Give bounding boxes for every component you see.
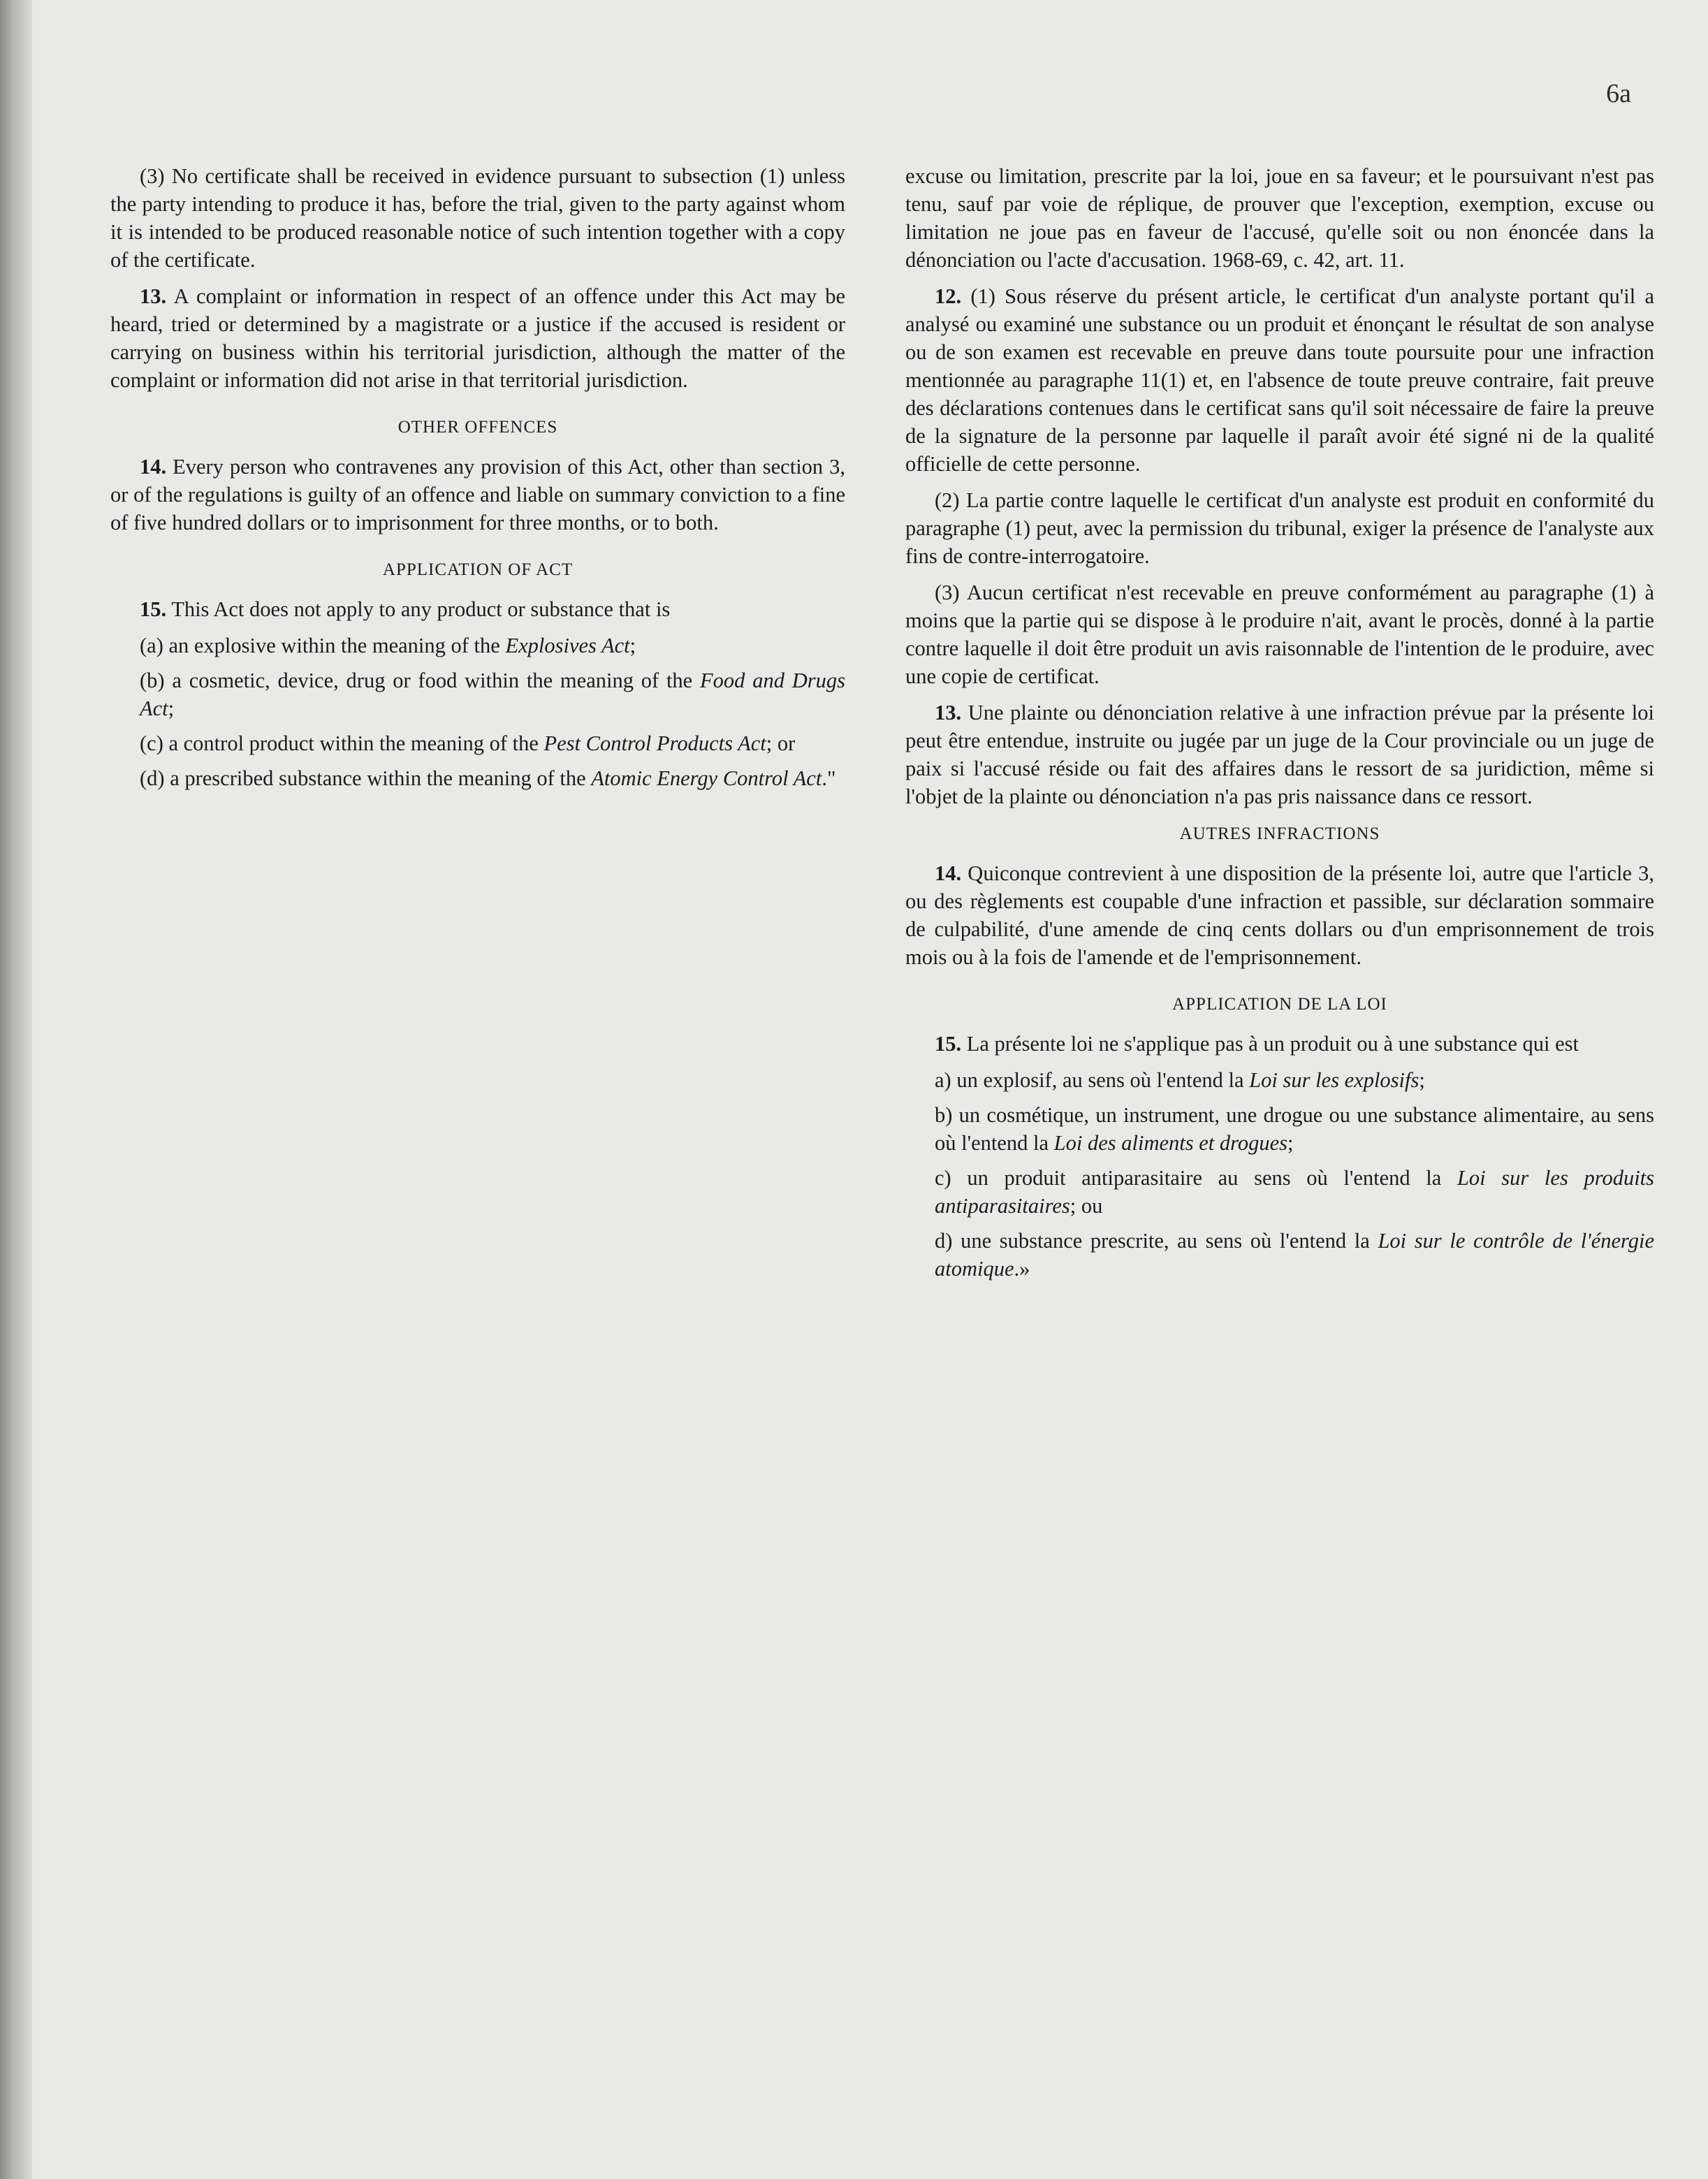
list-item-b	[110, 666, 845, 722]
item-text: an explosive within the meaning of the	[168, 634, 500, 657]
item-text: un produit antiparasitaire au sens où l'entend la	[967, 1166, 1442, 1190]
item-end: ; ou	[1070, 1194, 1103, 1218]
section-text: (1) Sous réserve du présent article, le certificat d'un analyste portant qu'il a analysé ou examiné une substance ou un produit et énonçant le résultat de son analyse ou de son examen est recevable en preuve dans toute poursuite pour une infraction mentionnée au paragraphe 11(1) et, en l'absence de toute preuve contraire, fait preuve des déclarations contenues dans le certificat sans qu'il soit nécessaire de faire la preuve de la signature de la personne par laquelle il paraît avoir été signé ni de la qualité officielle de cette personne.	[905, 284, 1655, 476]
item-end: ;	[168, 697, 175, 720]
list-item-c	[110, 729, 845, 757]
item-text: a prescribed substance within the meaning of the	[170, 766, 586, 790]
article-15-paragraph	[905, 1030, 1654, 1058]
section-13-paragraph	[110, 282, 845, 394]
item-label: (b)	[140, 669, 165, 692]
section-number: 15.	[935, 1032, 962, 1056]
article-12-paragraph	[905, 282, 1654, 478]
section-text: Quiconque contrevient à une disposition de la présente loi, autre que l'article 3, ou des règlements est coupable d'une infraction et passible, sur déclaration sommaire de culpabilité, d'une amende de cinq cents dollars ou d'un emprisonnement de trois mois ou à la fois de l'amende et de l'emprisonnement.	[905, 861, 1654, 969]
section-text: Every person who contravenes any provision of this Act, other than section 3, or of the regulations is guilty of an offence and liable on summary conviction to a fine of five hundred dollars or to imprisonment for three months, or to both.	[110, 455, 845, 534]
section-14-paragraph	[110, 453, 845, 537]
list-item-c	[905, 1164, 1654, 1220]
item-label: (a)	[140, 634, 163, 657]
section-text: Une plainte ou dénonciation relative à une infraction prévue par la présente loi peut être entendue, instruite ou jugée par un juge de la Cour provinciale ou un juge de paix si l'accusé réside ou fait des affaires dans le ressort de sa juridiction, même si l'objet de la plainte ou dénonciation n'a pas pris naissance dans ce ressort.	[905, 701, 1654, 808]
act-name: Food and Drugs Act	[140, 669, 845, 720]
show-through-text	[740, 84, 747, 117]
article-12-2-paragraph: (2) La partie contre laquelle le certificat d'un analyste est produit en conformité du paragraphe (1) peut, avec la permission du tribunal, exiger la présence de l'analyste aux fins de contre-interrogatoire.	[905, 488, 1654, 568]
item-end: ."	[822, 766, 836, 790]
article-14-paragraph	[905, 859, 1654, 971]
item-end: ;	[629, 634, 636, 657]
heading-application-de-la-loi: APPLICATION DE LA LOI	[1172, 995, 1387, 1014]
section-15-paragraph	[110, 595, 845, 623]
list-item-d	[905, 1227, 1654, 1283]
section-number: 12.	[935, 284, 962, 308]
act-name: Loi sur les explosifs	[1249, 1068, 1419, 1092]
item-label: a)	[935, 1068, 951, 1092]
section-text: This Act does not apply to any product or substance that is	[171, 597, 671, 621]
item-end: ;	[1287, 1131, 1294, 1155]
item-text: un cosmétique, un instrument, une drogue ou une substance alimentaire, au sens où l'entend la	[935, 1103, 1654, 1155]
english-column	[110, 162, 845, 799]
heading-autres-infractions: AUTRES INFRACTIONS	[1179, 824, 1380, 843]
item-label: c)	[935, 1166, 951, 1190]
continued-paragraph: excuse ou limitation, prescrite par la loi, joue en sa faveur; et le poursuivant n'est pas tenu, sauf par voie de réplique, de prouver que l'exception, exemption, excuse ou limitation ne joue pas en faveur de l'accusé, qu'elle soit ou non énoncée dans la dénonciation ou l'acte d'accusation. 1968-69, c. 42, art. 11.	[905, 164, 1654, 272]
list-item-d	[110, 764, 845, 792]
section-number: 14.	[140, 455, 167, 479]
act-name: Loi sur le contrôle de l'énergie atomique	[935, 1229, 1655, 1281]
item-text: a control product within the meaning of the	[168, 731, 539, 755]
page-binding-edge	[0, 0, 32, 2179]
item-text: a cosmetic, device, drug or food within the meaning of the	[172, 669, 693, 692]
section-number: 14.	[935, 861, 962, 885]
act-name: Loi des aliments et drogues	[1053, 1131, 1288, 1155]
section-text: La présente loi ne s'applique pas à un produit ou à une substance qui est	[966, 1032, 1579, 1056]
section-number: 15.	[140, 597, 167, 621]
subsection-3-paragraph: (3) No certificate shall be received in evidence pursuant to subsection (1) unless the party intending to produce it has, before the trial, given to the party against whom it is intended to be produced reasonable notice of such intention together with a copy of the certificate.	[110, 164, 845, 272]
page-number: 6a	[1606, 79, 1631, 108]
heading-application-of-act: APPLICATION OF ACT	[382, 560, 574, 579]
item-end: ;	[1419, 1068, 1425, 1092]
item-text: un explosif, au sens où l'entend la	[956, 1068, 1244, 1092]
act-name: Pest Control Products Act	[543, 731, 766, 755]
item-label: d)	[935, 1229, 953, 1253]
item-text: une substance prescrite, au sens où l'entend la	[961, 1229, 1370, 1253]
heading-other-offences: OTHER OFFENCES	[397, 418, 558, 437]
act-name: Explosives Act	[505, 634, 630, 657]
section-number: 13.	[935, 701, 962, 724]
list-item-a	[905, 1066, 1654, 1094]
article-13-paragraph	[905, 699, 1654, 810]
act-name: Atomic Energy Control Act	[591, 766, 822, 790]
item-label: b)	[935, 1103, 953, 1127]
list-item-a	[110, 632, 845, 659]
item-end: .»	[1014, 1257, 1030, 1281]
item-label: (d)	[140, 766, 165, 790]
item-end: ; or	[766, 731, 796, 755]
section-number: 13.	[140, 284, 167, 308]
article-12-3-paragraph: (3) Aucun certificat n'est recevable en preuve conformément au paragraphe (1) à moins que la partie qui se dispose à le produire n'ait, avant le procès, donné à la partie contre laquelle il doit être produit un avis raisonnable de l'intention de le produire, avec une copie de certificat.	[905, 581, 1654, 688]
section-text: A complaint or information in respect of an offence under this Act may be heard, tried or determined by a magistrate or a justice if the accused is resident or carrying on business within his territorial jurisdiction, although the matter of the complaint or information did not arise in that territorial jurisdiction.	[110, 284, 845, 392]
act-name: Loi sur les produits antiparasitaires	[935, 1166, 1655, 1218]
french-column	[905, 162, 1654, 1290]
item-label: (c)	[140, 731, 163, 755]
list-item-b	[905, 1101, 1654, 1157]
